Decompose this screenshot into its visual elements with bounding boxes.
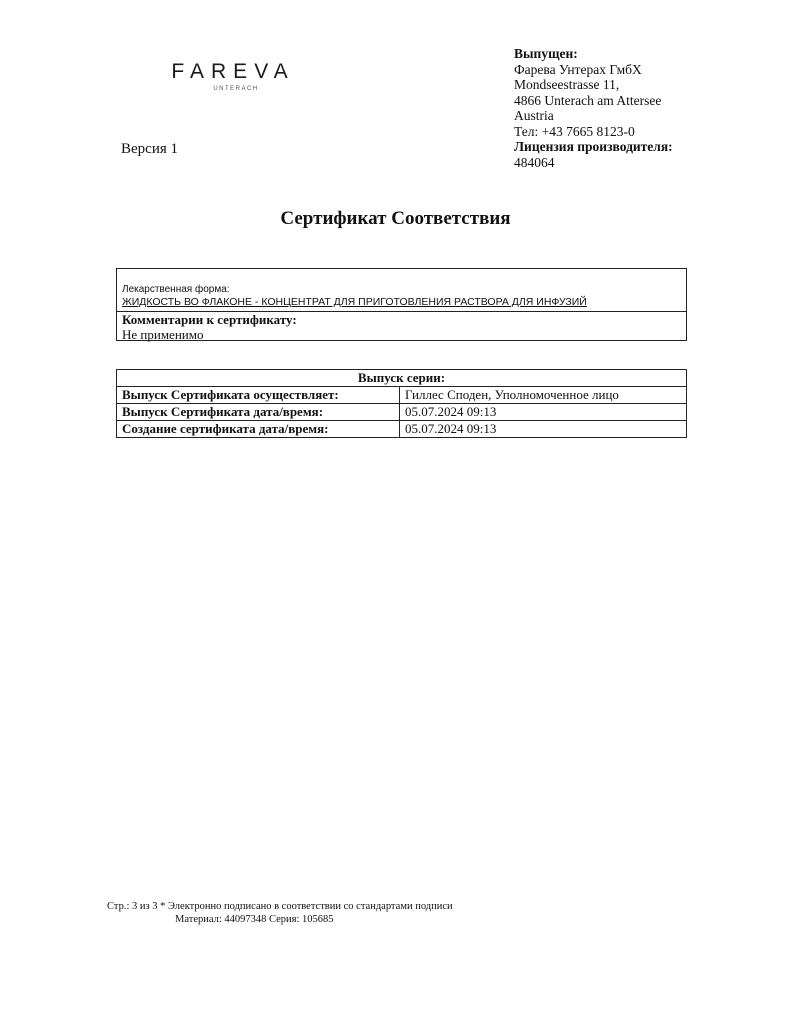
document-title: Сертификат Соответствия — [280, 208, 511, 229]
footer-material-batch: Материал: 44097348 Серия: 105685 — [175, 914, 334, 925]
issuer-country: Austria — [514, 108, 554, 123]
batch-release-table — [116, 369, 687, 438]
batch-release-header: Выпуск серии: — [117, 370, 687, 387]
creation-datetime-value: 05.07.2024 09:13 — [400, 421, 687, 438]
creation-datetime-label: Создание сертификата дата/время: — [117, 421, 400, 438]
issuer-company: Фарева Унтерах ГмбХ — [514, 61, 642, 77]
release-datetime-value: 05.07.2024 09:13 — [400, 404, 687, 421]
fareva-logo — [148, 60, 318, 92]
issuer-city: 4866 Unterach am Attersee — [514, 92, 662, 108]
comments-label: Комментарии к сертификату: — [122, 312, 297, 327]
dosage-form-value: ЖИДКОСТЬ ВО ФЛАКОНЕ - КОНЦЕНТРАТ ДЛЯ ПРИГОТОВЛЕНИЯ РАСТВОРА ДЛЯ ИНФУЗИЙ — [122, 296, 587, 308]
table-row — [117, 387, 687, 404]
comments-row — [117, 312, 686, 342]
issuer-block — [514, 46, 673, 170]
issuer-phone: Тел: +43 7665 8123-0 — [514, 123, 635, 139]
license-label: Лицензия производителя: — [514, 139, 673, 154]
logo-subtitle: UNTERACH — [213, 86, 259, 92]
release-datetime-label: Выпуск Сертификата дата/время: — [117, 404, 400, 421]
logo-wordmark: FAREVA — [171, 60, 295, 83]
comments-value: Не применимо — [122, 327, 204, 342]
footer-page-signature: Стр.: 3 из 3 * Электронно подписано в соответствии со стандартами подписи — [107, 901, 453, 912]
license-number: 484064 — [514, 154, 555, 170]
release-by-label: Выпуск Сертификата осуществляет: — [117, 387, 400, 404]
dosage-form-label: Лекарственная форма: — [122, 284, 230, 295]
document-version: Версия 1 — [121, 141, 178, 157]
table-row — [117, 421, 687, 438]
issued-label: Выпущен: — [514, 46, 578, 61]
product-info-box — [116, 268, 687, 341]
dosage-form-row — [117, 269, 686, 312]
table-row — [117, 404, 687, 421]
issuer-street: Mondseestrasse 11, — [514, 77, 620, 92]
release-by-value: Гиллес Споден, Уполномоченное лицо — [400, 387, 687, 404]
page-footer — [107, 900, 453, 926]
table-header-row — [117, 370, 687, 387]
